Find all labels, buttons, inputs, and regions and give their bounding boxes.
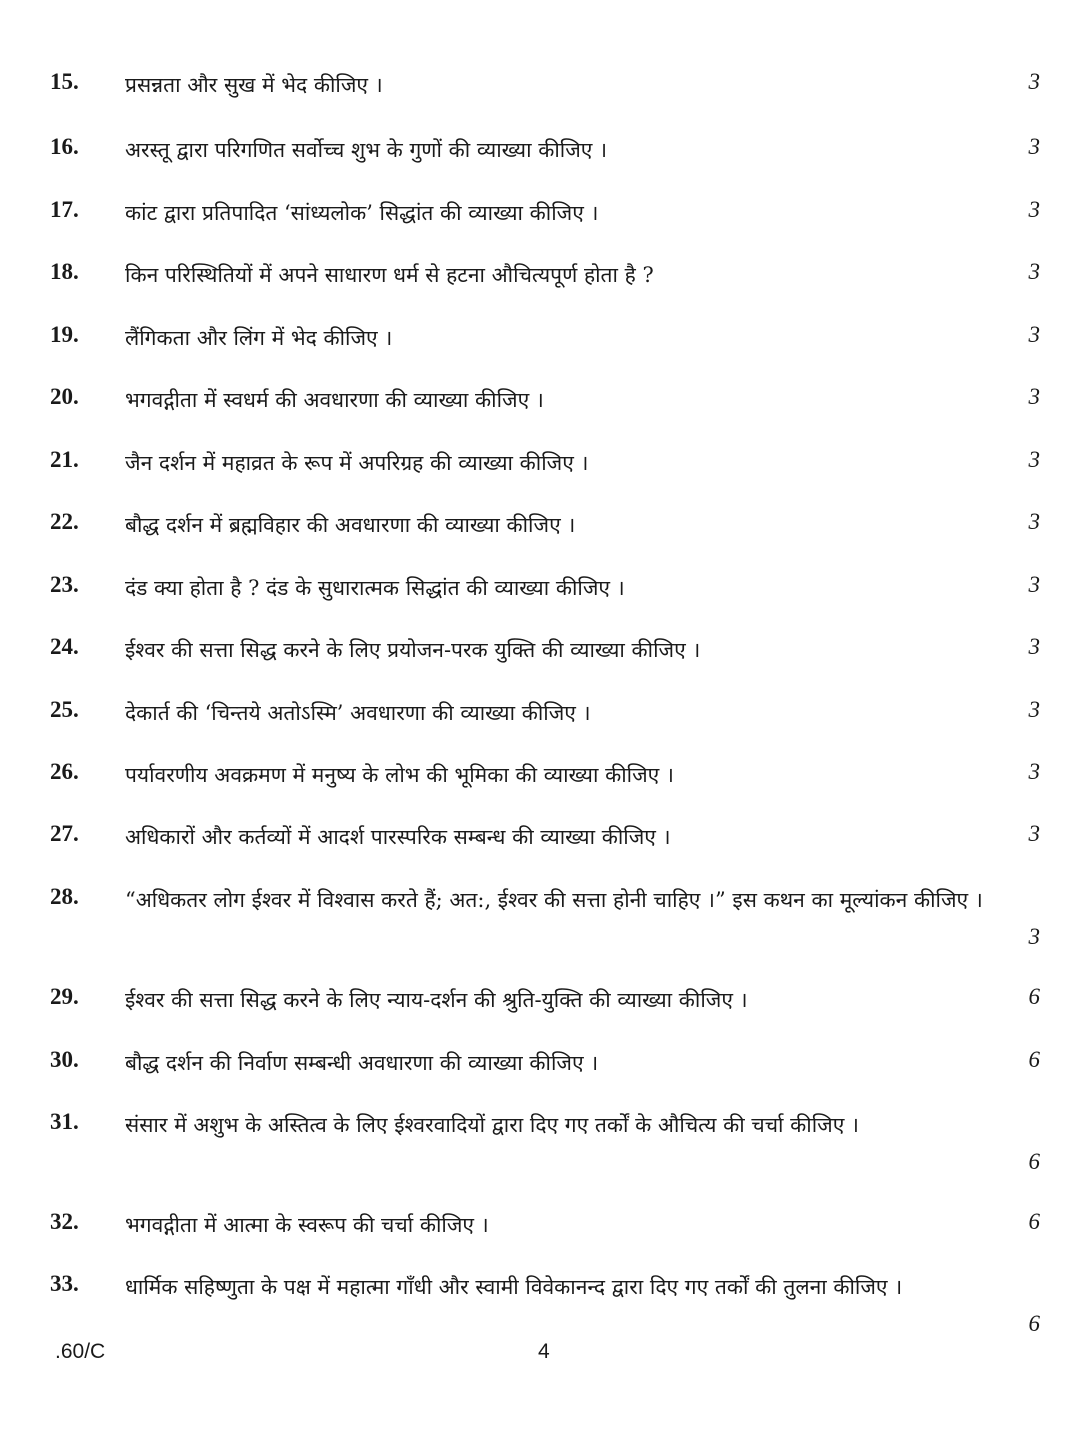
question-number: 26. (50, 759, 79, 784)
question-marks: 3 (1028, 69, 1040, 94)
question-text: बौद्ध दर्शन की निर्वाण सम्बन्धी अवधारणा की व्याख्या कीजिए । (125, 1051, 599, 1075)
question-number: 25. (50, 697, 79, 722)
question-marks: 3 (1028, 259, 1040, 284)
question-number: 17. (50, 197, 79, 222)
question-text: अधिकारों और कर्तव्यों में आदर्श पारस्परिक सम्बन्ध की व्याख्या कीजिए । (125, 825, 671, 849)
question-text: पर्यावरणीय अवक्रमण में मनुष्य के लोभ की भूमिका की व्याख्या कीजिए । (125, 763, 674, 787)
question-number: 30. (50, 1047, 79, 1072)
paper-code: .60/C (55, 1340, 106, 1363)
question-text: अरस्तू द्वारा परिगणित सर्वोच्च शुभ के गुणों की व्याख्या कीजिए । (125, 138, 608, 162)
question-number: 21. (50, 447, 79, 472)
question-text: किन परिस्थितियों में अपने साधारण धर्म से हटना औचित्यपूर्ण होता है ? (125, 263, 654, 287)
question-20 (50, 381, 1040, 441)
question-marks: 3 (1028, 634, 1040, 659)
question-number: 16. (50, 134, 79, 159)
question-marks: 3 (1028, 924, 1040, 949)
question-marks: 6 (1028, 1209, 1040, 1234)
question-number: 27. (50, 821, 79, 846)
question-marks: 6 (1028, 1047, 1040, 1072)
question-marks: 3 (1028, 134, 1040, 159)
question-21 (50, 444, 1040, 504)
question-15 (50, 66, 1040, 126)
question-text: प्रसन्नता और सुख में भेद कीजिए । (125, 73, 383, 97)
question-marks: 3 (1028, 572, 1040, 597)
question-number: 32. (50, 1209, 79, 1234)
question-16 (50, 131, 1040, 191)
question-text: धार्मिक सहिष्णुता के पक्ष में महात्मा गाँधी और स्वामी विवेकानन्द द्वारा दिए गए तर्कों की तुलना कीजिए । (125, 1275, 903, 1299)
question-text: भगवद्गीता में स्वधर्म की अवधारणा की व्याख्या कीजिए । (125, 388, 544, 412)
question-30 (50, 1044, 1040, 1104)
question-28 (50, 881, 1040, 981)
question-number: 15. (50, 69, 79, 94)
question-marks: 6 (1028, 984, 1040, 1009)
page-number: 4 (538, 1340, 550, 1363)
question-22 (50, 506, 1040, 566)
question-marks: 3 (1028, 322, 1040, 347)
question-number: 20. (50, 384, 79, 409)
question-number: 19. (50, 322, 79, 347)
question-marks: 3 (1028, 384, 1040, 409)
question-number: 29. (50, 984, 79, 1009)
question-marks: 6 (1028, 1149, 1040, 1174)
question-number: 31. (50, 1109, 79, 1134)
question-18 (50, 256, 1040, 316)
question-text: बौद्ध दर्शन में ब्रह्मविहार की अवधारणा की व्याख्या कीजिए । (125, 513, 576, 537)
question-17 (50, 194, 1040, 254)
question-number: 18. (50, 259, 79, 284)
question-marks: 3 (1028, 197, 1040, 222)
question-marks: 3 (1028, 759, 1040, 784)
question-text: ईश्वर की सत्ता सिद्ध करने के लिए न्याय-दर्शन की श्रुति-युक्ति की व्याख्या कीजिए । (125, 988, 748, 1012)
question-text: संसार में अशुभ के अस्तित्व के लिए ईश्वरवादियों द्वारा दिए गए तर्कों के औचित्य की चर्चा कीजिए । (125, 1113, 859, 1137)
question-marks: 3 (1028, 821, 1040, 846)
question-23 (50, 569, 1040, 629)
question-text: “अधिकतर लोग ईश्वर में विश्वास करते हैं; अत:, ईश्वर की सत्ता होनी चाहिए ।” इस कथन का मूल्यांकन कीजिए । (125, 888, 983, 912)
question-29 (50, 981, 1040, 1041)
question-33 (50, 1268, 1040, 1348)
question-text: जैन दर्शन में महाव्रत के रूप में अपरिग्रह की व्याख्या कीजिए । (125, 451, 589, 475)
question-marks: 3 (1028, 697, 1040, 722)
question-25 (50, 694, 1040, 754)
question-24 (50, 631, 1040, 691)
question-27 (50, 818, 1040, 878)
question-marks: 3 (1028, 447, 1040, 472)
question-marks: 6 (1028, 1311, 1040, 1336)
question-text: लैंगिकता और लिंग में भेद कीजिए । (125, 326, 393, 350)
question-32 (50, 1206, 1040, 1266)
question-26 (50, 756, 1040, 816)
question-number: 24. (50, 634, 79, 659)
question-text: भगवद्गीता में आत्मा के स्वरूप की चर्चा कीजिए । (125, 1213, 489, 1237)
question-19 (50, 319, 1040, 379)
question-marks: 3 (1028, 509, 1040, 534)
question-number: 22. (50, 509, 79, 534)
question-number: 33. (50, 1271, 79, 1296)
question-number: 28. (50, 884, 79, 909)
question-text: दंड क्या होता है ? दंड के सुधारात्मक सिद्धांत की व्याख्या कीजिए । (125, 576, 625, 600)
question-text: ईश्वर की सत्ता सिद्ध करने के लिए प्रयोजन-परक युक्ति की व्याख्या कीजिए । (125, 638, 701, 662)
question-text: देकार्त की ‘चिन्तये अतोऽस्मि’ अवधारणा की व्याख्या कीजिए । (125, 701, 591, 725)
question-text: कांट द्वारा प्रतिपादित ‘सांध्यलोक’ सिद्धांत की व्याख्या कीजिए । (125, 201, 599, 225)
question-31 (50, 1106, 1040, 1206)
question-number: 23. (50, 572, 79, 597)
